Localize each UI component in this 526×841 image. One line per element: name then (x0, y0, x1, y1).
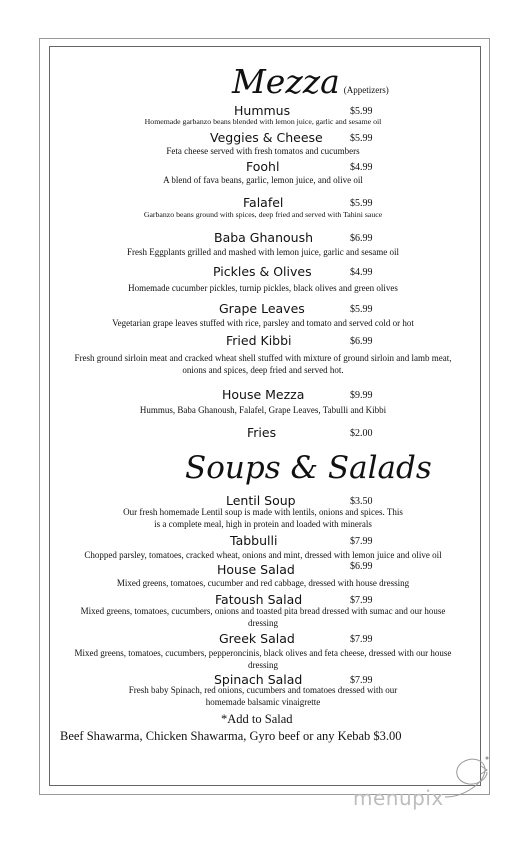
menu-item-price: $5.99 (350, 198, 373, 209)
menu-item-price: $4.99 (350, 162, 373, 173)
menu-item-name: Foohl (246, 159, 280, 174)
menu-item-desc: Mixed greens, tomatoes, cucumbers, pepperoncinis, black olives and feta cheese, dressed with our house dressing (74, 648, 452, 670)
menu-item-name: House Salad (217, 562, 295, 577)
menu-item-price: $5.99 (350, 133, 373, 144)
menu-item-desc: Fresh baby Spinach, red onions, cucumbers and tomatoes dressed with our homemade balsamic vinaigrette (128, 685, 398, 707)
menu-item-desc: Mixed greens, tomatoes, cucumber and red cabbage, dressed with house dressing (116, 578, 410, 588)
menu-item-name: Hummus (234, 103, 291, 118)
menu-item-desc: Fresh ground sirloin meat and cracked wheat shell stuffed with mixture of ground sirloin and lamb meat, onions and spices, deep fried and served hot. (74, 353, 452, 375)
menu-item-desc: Hummus, Baba Ghanoush, Falafel, Grape Leaves, Tabulli and Kibbi (139, 405, 387, 415)
menu-item-desc: Vegetarian grape leaves stuffed with rice, parsley and tomato and served cold or hot (112, 318, 414, 328)
menu-item-name: Baba Ghanoush (214, 230, 313, 245)
menu-item-name: Fries (247, 425, 277, 440)
mezza-title: Mezza (232, 62, 340, 101)
menu-item-price: $7.99 (350, 675, 373, 686)
menu-item-price: $7.99 (350, 536, 373, 547)
menu-item-desc: Feta cheese served with fresh tomatos and cucumbers (166, 146, 360, 156)
menu-item-price: $5.99 (350, 304, 373, 315)
menu-item-name: Lentil Soup (226, 493, 296, 508)
menu-item-name: Fried Kibbi (226, 333, 292, 348)
menu-item-desc: Garbanzo beans ground with spices, deep fried and served with Tahini sauce (143, 210, 383, 219)
mezza-subtitle: (Appetizers) (343, 85, 389, 95)
menu-item-price: $6.99 (350, 233, 373, 244)
menu-item-name: Greek Salad (219, 631, 295, 646)
menu-item-desc: Chopped parsley, tomatoes, cracked wheat, onions and mint, dressed with lemon juice and olive oil (84, 550, 442, 560)
menu-item-name: Falafel (243, 195, 284, 210)
watermark-text: menupix (353, 786, 444, 810)
menu-item-price: $3.50 (350, 496, 373, 507)
menu-item-price: $6.99 (350, 561, 373, 572)
menu-item-price: $2.00 (350, 428, 373, 439)
menu-item-desc: Mixed greens, tomatoes, cucumbers, onions and toasted pita bread dressed with sumac and our house dressing (80, 606, 446, 628)
add-to-salad-line: Beef Shawarma, Chicken Shawarma, Gyro beef or any Kebab $3.00 (60, 729, 402, 743)
menu-item-desc: A blend of fava beans, garlic, lemon juice, and olive oil (163, 175, 363, 185)
menu-item-name: Fatoush Salad (215, 592, 303, 607)
menupix-watermark (345, 752, 495, 812)
menu-item-price: $7.99 (350, 634, 373, 645)
menu-item-name: Spinach Salad (214, 672, 303, 687)
menu-item-desc: Fresh Eggplants grilled and mashed with lemon juice, garlic and sesame oil (127, 247, 399, 257)
menu-item-price: $4.99 (350, 267, 373, 278)
menu-item-desc: Homemade garbanzo beans blended with lemon juice, garlic and sesame oil (144, 117, 382, 126)
menu-item-price: $5.99 (350, 106, 373, 117)
menu-item-name: Veggies & Cheese (210, 130, 323, 145)
mezza-heading (232, 62, 389, 101)
add-to-salad-title: *Add to Salad (221, 712, 293, 726)
menu-item-price: $7.99 (350, 595, 373, 606)
soups-salads-title: Soups & Salads (185, 450, 432, 486)
menu-item-desc: Homemade cucumber pickles, turnip pickles, black olives and green olives (128, 283, 398, 293)
menu-item-desc: Our fresh homemade Lentil soup is made with lentils, onions and spices. This is a complete meal, high in protein and loaded with minerals (123, 507, 403, 529)
menu-item-name: Pickles & Olives (213, 264, 312, 279)
menu-item-price: $9.99 (350, 390, 373, 401)
menu-item-price: $6.99 (350, 336, 373, 347)
menu-item-name: House Mezza (222, 387, 305, 402)
menu-item-name: Tabbulli (230, 533, 278, 548)
menu-item-name: Grape Leaves (219, 301, 305, 316)
